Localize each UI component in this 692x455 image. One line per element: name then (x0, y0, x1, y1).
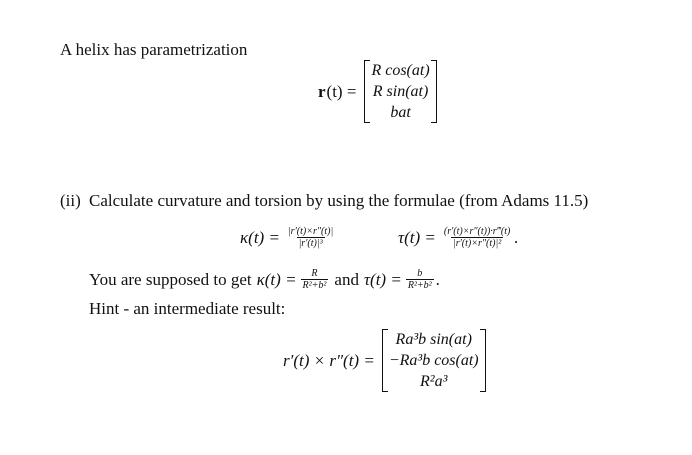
left-bracket (382, 329, 388, 392)
tau-numerator: (r′(t)×r″(t))·r‴(t) (443, 226, 511, 237)
tau-denominator: |r′(t)×r″(t)|² (452, 238, 502, 249)
kappa-fraction (286, 226, 335, 249)
kappa-denominator: |r′(t)|³ (298, 238, 323, 249)
right-bracket (480, 329, 486, 392)
expected-prefix: You are supposed to get (89, 269, 252, 289)
right-bracket (431, 60, 437, 123)
cross-lhs: r′(t) × r″(t) = (283, 350, 375, 370)
part-text: Calculate curvature and torsion by using the formulae (from Adams 11.5) (89, 191, 589, 210)
vector-r: r (318, 81, 326, 101)
param-entry-1: R cos(at) (371, 62, 430, 79)
cross-entry-2: −Ra³b cos(at) (388, 352, 479, 369)
cross-product-result (283, 329, 486, 392)
expected-end: . (435, 269, 440, 289)
expected-tau-lhs: τ(t) = (363, 269, 402, 289)
param-matrix (364, 60, 436, 123)
expected-tau-fraction (406, 268, 434, 291)
expected-tau-den: R²+b² (407, 280, 432, 291)
tau-lhs: τ(t) = (398, 227, 436, 247)
expected-tau-num: b (417, 268, 423, 279)
torsion-formula (398, 226, 519, 249)
expected-kappa-den: R²+b² (302, 280, 327, 291)
helix-parametrization (318, 60, 437, 123)
tau-end: . (514, 227, 519, 247)
cross-entry-3: R²a³ (420, 373, 448, 390)
part-label: (ii) (60, 191, 81, 210)
param-lhs-arg: (t) = (326, 81, 357, 101)
hint-text: Hint - an intermediate result: (89, 299, 286, 318)
expected-and: and (334, 269, 359, 289)
kappa-numerator: |r′(t)×r″(t)| (287, 226, 334, 237)
expected-kappa-lhs: κ(t) = (256, 269, 297, 289)
expected-kappa-num: R (311, 268, 318, 279)
tau-fraction (442, 226, 512, 249)
expected-results (89, 268, 440, 291)
kappa-lhs: κ(t) = (240, 227, 280, 247)
cross-matrix (382, 329, 486, 392)
cross-entry-1: Ra³b sin(at) (395, 331, 472, 348)
param-entry-3: bat (390, 104, 411, 121)
curvature-formula (240, 226, 337, 249)
left-bracket (364, 60, 370, 123)
expected-kappa-fraction (301, 268, 329, 291)
intro-text: A helix has parametrization (60, 40, 248, 59)
param-entry-2: R sin(at) (372, 83, 429, 100)
